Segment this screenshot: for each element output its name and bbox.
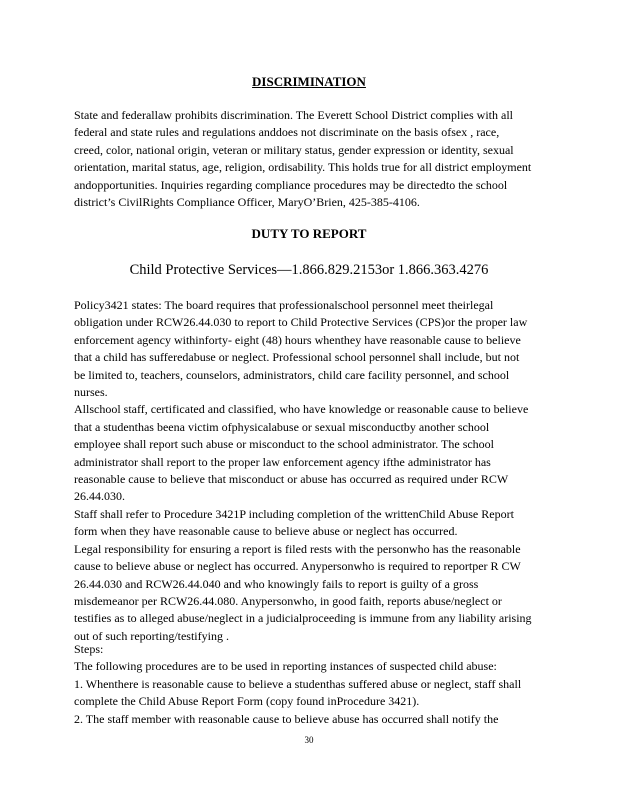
text-line: complete the Child Abuse Report Form (copy found inProcedure 3421). [74, 694, 420, 709]
discrimination-heading: DISCRIMINATION [252, 74, 366, 89]
text-line: out of such reporting/testifying . [74, 628, 229, 643]
text-line: federal and state rules and regulations anddoes not discriminate on the basis ofsex , race, [74, 125, 500, 140]
text-line: form when they have reasonable cause to believe abuse or neglect has occurred. [74, 524, 458, 539]
text-line: andopportunities. Inquiries regarding compliance procedures may be directedto the school [74, 177, 508, 192]
text-line: Staff shall refer to Procedure 3421P including completion of the writtenChild Abuse Report [74, 506, 514, 521]
text-line: Legal responsibility for ensuring a report is filed rests with the personwho has the reasonable [74, 541, 521, 556]
text-line: obligation under RCW26.44.030 to report to Child Protective Services (CPS)or the proper law [74, 315, 528, 330]
text-line: State and federallaw prohibits discrimination. The Everett School District complies with all [74, 108, 514, 122]
cps-phone-line: Child Protective Services—1.866.829.2153or 1.866.363.4276 [129, 262, 489, 278]
text-line: testifies as to alleged abuse/neglect in a judicialproceeding is immune from any liability arising [74, 611, 532, 626]
text-line: be limited to, teachers, counselors, administrators, child care facility personnel, and school [74, 367, 510, 382]
discrimination-paragraph [74, 107, 544, 211]
text-line: 2. The staff member with reasonable cause to believe abuse has occurred shall notify the [74, 711, 499, 726]
text-line: orientation, marital status, age, religion, ordisability. This holds true for all district employment [74, 160, 532, 175]
steps-section [74, 641, 544, 728]
text-line: district’s CivilRights Compliance Officer, MaryO’Brien, 425-385-4106. [74, 195, 420, 210]
page-number: 30 [304, 735, 314, 745]
text-line: The following procedures are to be used in reporting instances of suspected child abuse: [74, 659, 497, 674]
text-line: nurses. [74, 385, 108, 400]
duty-to-report-body [74, 297, 544, 645]
text-line: 26.44.030 and RCW26.44.040 and who knowingly fails to report is guilty of a gross [74, 576, 479, 591]
text-line: misdemeanor per RCW26.44.080. Anypersonwho, in good faith, reports abuse/neglect or [74, 593, 502, 608]
text-line: cause to believe abuse or neglect has occurred. Anypersonwho is required to reportper R CW [74, 559, 521, 574]
text-line: that a child has sufferedabuse or neglect. Professional school personnel shall include, but not [74, 350, 520, 365]
text-line: employee shall report such abuse or misconduct to the school administrator. The school [74, 437, 495, 452]
text-line: reasonable cause to believe that misconduct or abuse has occurred as required under RCW [74, 472, 509, 487]
text-line: Steps: [74, 642, 104, 656]
text-line: creed, color, national origin, veteran or military status, gender expression or identity, sexual [74, 142, 514, 157]
text-line: Policy3421 states: The board requires that professionalschool personnel meet theirlegal [74, 298, 494, 312]
text-line: administrator shall report to the proper law enforcement agency ifthe administrator has [74, 454, 491, 469]
text-line: 1. Whenthere is reasonable cause to believe a studenthas suffered abuse or neglect, staff shall [74, 676, 522, 691]
text-line: enforcement agency withinforty- eight (48) hours whenthey have reasonable cause to believe [74, 332, 521, 347]
duty-to-report-heading: DUTY TO REPORT [251, 226, 367, 241]
text-line: Allschool staff, certificated and classified, who have knowledge or reasonable cause to believe [74, 402, 529, 417]
text-line: 26.44.030. [74, 489, 125, 504]
text-line: that a studenthas beena victim ofphysicalabuse or sexual misconductby another school [74, 419, 490, 434]
